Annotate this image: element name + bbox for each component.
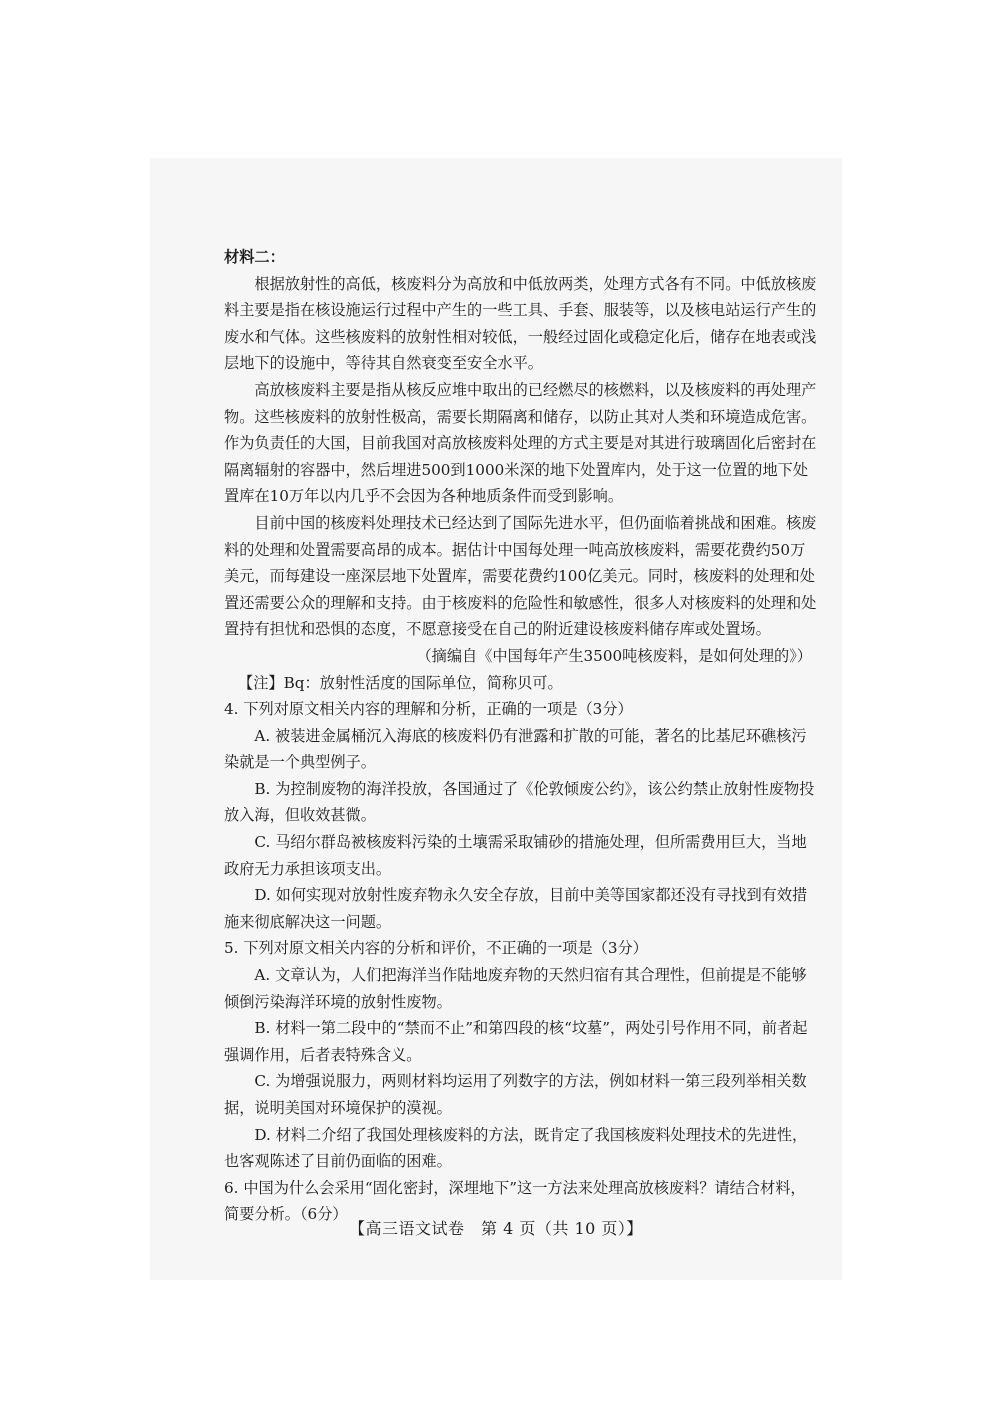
- paragraph-3: 目前中国的核废料处理技术已经达到了国际先进水平，但仍面临着挑战和困难。核废料的处理和处置需要高昂的成本。据估计中国每处理一吨高放核废料，需要花费约50万美元，而每建设一座深层地下处置库，需要花费约100亿美元。同时，核废料的处理和处置还需要公众的理解和支持。由于核废料的危险性和敏感性，很多人对核废料的处理和处置持有担忧和恐惧的态度，不愿意接受在自己的附近建设核废料储存库或处置场。: [224, 513, 817, 639]
- question-5-option-d: D. 材料二介绍了我国处理核废料的方法，既肯定了我国核废料处理技术的先进性，也客观陈述了目前仍面临的困难。: [224, 1125, 808, 1171]
- exam-content: [224, 244, 818, 1228]
- paragraph-2: 高放核废料主要是指从核反应堆中取出的已经燃尽的核燃料，以及核废料的再处理产物。这些核废料的放射性极高，需要长期隔离和储存，以防止其对人类和环境造成危害。作为负责任的大国，目前我国对高放核废料处理的方式主要是对其进行玻璃固化后密封在隔离辐射的容器中，然后埋进500到1000米深的地下处置库内，处于这一位置的地下处置库在10万年以内几乎不会因为各种地质条件而受到影响。: [224, 380, 817, 506]
- question-4-option-c: C. 马绍尔群岛被核废料污染的土壤需采取铺砂的措施处理，但所需费用巨大，当地政府无力承担该项支出。: [224, 833, 807, 878]
- question-4-option-b: B. 为控制废物的海洋投放，各国通过了《伦敦倾废公约》，该公约禁止放射性废物投放入海，但收效甚微。: [224, 779, 815, 825]
- question-4-option-a: A. 被装进金属桶沉入海底的核废料仍有泄露和扩散的可能，著名的比基尼环礁核污染就是一个典型例子。: [224, 726, 807, 772]
- question-5-stem: 5. 下列对原文相关内容的分析和评价，不正确的一项是（3分）: [224, 939, 648, 958]
- page-footer: 【高三语文试卷 第 4 页（共 10 页）】: [349, 1219, 643, 1238]
- material-heading: 材料二：: [224, 248, 285, 266]
- question-5-option-a: A. 文章认为，人们把海洋当作陆地废弃物的天然归宿有其合理性，但前提是不能够倾倒污染海洋环境的放射性废物。: [224, 966, 807, 1011]
- question-5-option-c: C. 为增强说服力，两则材料均运用了列数字的方法，例如材料一第三段列举相关数据，说明美国对环境保护的漠视。: [224, 1072, 807, 1117]
- question-6-stem: 6. 中国为什么会采用“固化密封，深埋地下”这一方法来处理高放核废料？请结合材料，简要分析。（6分）: [224, 1178, 806, 1224]
- question-4-option-d: D. 如何实现对放射性废弃物永久安全存放，目前中美等国家都还没有寻找到有效措施来彻底解决这一问题。: [224, 886, 808, 931]
- question-4-stem: 4. 下列对原文相关内容的理解和分析，正确的一项是（3分）: [224, 700, 633, 719]
- paragraph-1: 根据放射性的高低，核废料分为高放和中低放两类，处理方式各有不同。中低放核废料主要是指在核设施运行过程中产生的一些工具、手套、服装等，以及核电站运行产生的废水和气体。这些核废料的放射性相对较低，一般经过固化或稳定化后，储存在地表或浅层地下的设施中，等待其自然衰变至安全水平。: [224, 274, 817, 373]
- question-5-option-b: B. 材料一第二段中的“禁而不止”和第四段的核“坟墓”，两处引号作用不同，前者起强调作用，后者表特殊含义。: [224, 1019, 808, 1064]
- source-citation: （摘编自《中国每年产生3500吨核废料，是如何处理的》）: [416, 646, 812, 665]
- footnote: 【注】Bq：放射性活度的国际单位，简称贝可。: [238, 673, 563, 692]
